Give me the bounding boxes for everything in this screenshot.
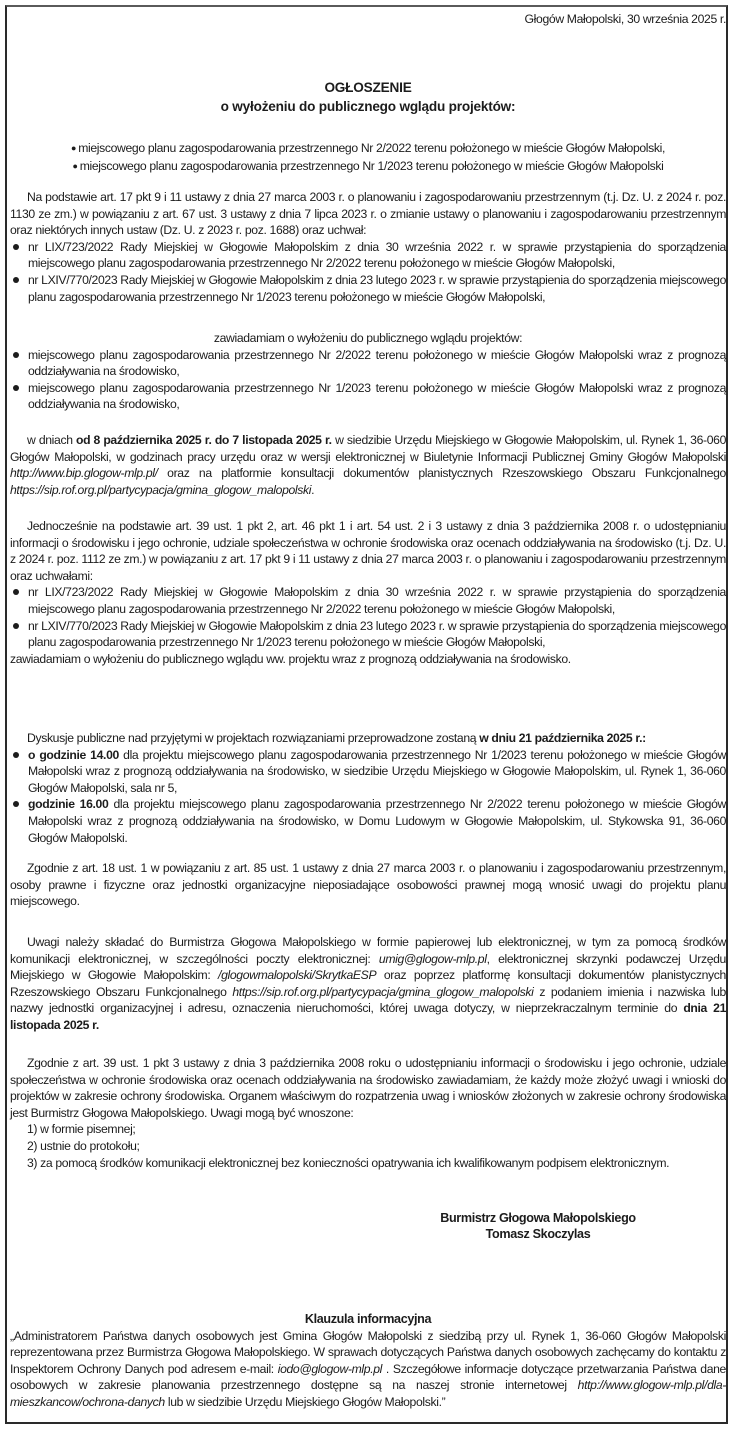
esp-box-link[interactable]: /glogowmalopolski/SkrytkaESP (218, 968, 377, 983)
exhibition-period (10, 432, 726, 498)
discussions-date: w dniu 21 października 2025 r.: (479, 731, 646, 745)
clause-text (10, 1328, 726, 1411)
title-line-2: o wyłożeniu do publicznego wglądu projektów: (220, 99, 516, 114)
notice-project-list (10, 347, 726, 413)
discussions-section (10, 730, 726, 846)
discussion-item (10, 796, 726, 846)
signature-block (408, 1210, 668, 1242)
clause-text-part: lub w siedzibie Urzędu Miejskiego Głogów Małopolski.” (164, 1394, 446, 1409)
discussions-list (10, 747, 726, 847)
period-prefix: w dniach (27, 433, 76, 447)
submission-text: z podaniem imienia i nazwiska lub nazwy jednostki organizacyjnej i adresu, oznaczenia nieruchomości, której uwaga dotyczy, w nieprzekraczalnym terminie do (10, 984, 726, 1016)
information-clause (10, 1311, 726, 1411)
discussion-item (10, 747, 726, 797)
discussions-intro-text: Dyskusje publiczne nad przyjętymi w projektach rozwiązaniami przeprowadzone zostaną (27, 731, 480, 745)
environment-section (10, 518, 726, 667)
sip-link[interactable]: https://sip.rof.org.pl/partycypacja/gmina_glogow_malopolski (10, 482, 312, 497)
submission-email-link[interactable]: umig@glogow-mlp.pl (378, 951, 487, 966)
discussions-intro (10, 730, 726, 747)
data-protection-link[interactable]: http://www.glogow-mlp.pl/dla-mieszkancow/ochrona-danych (10, 1378, 726, 1409)
intro-project-item: ● miejscowego planu zagospodarowania przestrzennego Nr 1/2023 terenu położonego w mieście Głogów Małopolski (10, 158, 726, 176)
discussion-details: dla projektu miejscowego planu zagospodarowania przestrzennego Nr 1/2023 terenu położonego w mieście Głogów Małopolski wraz z prognozą oddziaływania na środowisko, w siedzibie Urzędu Miejskiego w Głogowie Małopolskim, ul. Rynek 1, 36-060 Głogów Małopolski, sala nr 5, (28, 747, 726, 795)
legal-basis-section (10, 189, 726, 305)
environment-closing: zawiadamiam o wyłożeniu do publicznego wglądu ww. projektu wraz z prognozą oddziaływania na środowisko. (10, 651, 571, 666)
submission-text: Uwagi należy składać do Burmistrza Głogowa Małopolskiego w formie papierowej lub elektronicznej, w tym za pomocą środków komunikacji elektronicznej, w szczególności poczty elektronicznej: (10, 935, 726, 966)
signature-name: Tomasz Skoczylas (485, 1227, 591, 1241)
sip-link[interactable]: https://sip.rof.org.pl/partycypacja/gmina_glogow_malopolski (232, 984, 534, 999)
remarks-right-text: Zgodnie z art. 18 ust. 1 w powiązaniu z art. 85 ust. 1 ustawy z dnia 27 marca 2003 r. o planowaniu i zagospodarowaniu przestrzennym, osoby prawne i fizyczne oraz jednostki organizacyjne nieposiadające osobowości prawnej mogą wnosić uwagi do projektu planu miejscowego. (10, 861, 726, 909)
intro-project-item: ● miejscowego planu zagospodarowania przestrzennego Nr 2/2022 terenu położonego w mieście Głogów Małopolski, (10, 140, 726, 158)
resolution-item: nr LXIV/770/2023 Rady Miejskiej w Głogowie Małopolskim z dnia 23 lutego 2023 r. w sprawie przystąpienia do sporządzenia miejscowego planu zagospodarowania przestrzennego Nr 1/2023 terenu położonego w mieście Głogów Małopolski, (10, 272, 726, 305)
period-platform: oraz na platformie konsultacji dokumentów planistycznych Rzeszowskiego Obszaru Funkcjonalnego (157, 466, 726, 481)
announcement-title (10, 78, 726, 116)
notice-section (10, 330, 726, 413)
clause-title: Klauzula informacyjna (304, 1312, 432, 1326)
discussion-time: o godzinie 14.00 (28, 747, 119, 762)
period-location: w siedzibie Urzędu Miejskiego w Głogowie Małopolskim, ul. Rynek 1, 36-060 Głogów Małopolski, w godzinach pracy urzędu oraz w wersji elektronicznej w Biuletynie Informacji Publicznej Gminy Głogów Małopolski (10, 433, 727, 464)
environment-text: Jednocześnie na podstawie art. 39 ust. 1 pkt 2, art. 46 pkt 1 i art. 54 ust. 2 i 3 ustawy z dnia 3 października 2008 r. o udostępnianiu informacji o środowisku i jego ochronie, udziale społeczeństwa w ochronie środowiska oraz ocenach oddziaływania na środowisko (t.j. Dz. U. z 2024 r. poz. 1112 ze zm.) w powiązaniu z art. 17 pkt 9 i 11 ustawy z dnia 27 marca 2003 r. o planowaniu i zagospodarowaniu przestrzennym oraz uchwałami: (10, 519, 726, 583)
discussion-time: godzinie 16.00 (28, 797, 109, 812)
discussion-details: dla projektu miejscowego planu zagospodarowania przestrzennego Nr 2/2022 terenu położonego w mieście Głogów Małopolski wraz z prognozą oddziaływania na środowisko, w Domu Ludowym w Głogowie Małopolskim, ul. Stykowska 91, 36-060 Głogów Małopolski. (28, 797, 726, 845)
remark-form-item: 1) w formie pisemnej; (27, 1122, 136, 1137)
environment-resolutions (10, 584, 726, 650)
submission-text: oraz poprzez platformę konsultacji dokumentów planistycznych Rzeszowskiego Obszaru Funkcjonalnego (10, 968, 726, 999)
period-dates: od 8 października 2025 r. do 7 listopada 2025 r. (76, 433, 332, 447)
place-date: Głogów Małopolski, 30 września 2025 r. (524, 12, 726, 26)
submission-section (10, 934, 726, 1034)
legal-basis-resolutions (10, 239, 726, 305)
submission-deadline: dnia 21 listopada 2025 r. (10, 1001, 726, 1032)
signature-title: Burmistrz Głogowa Małopolskiego (440, 1211, 636, 1225)
notice-heading: zawiadamiam o wyłożeniu do publicznego wglądu projektów: (213, 331, 523, 345)
notice-project-item: miejscowego planu zagospodarowania przestrzennego Nr 1/2023 terenu położonego w mieście Głogów Małopolski wraz z prognozą oddziaływania na środowisko, (10, 380, 726, 413)
resolution-item: nr LIX/723/2022 Rady Miejskiej w Głogowie Małopolskim z dnia 30 września 2022 r. w sprawie przystąpienia do sporządzenia miejscowego planu zagospodarowania przestrzennego Nr 2/2022 terenu położonego w mieście Głogów Małopolski, (10, 239, 726, 272)
title-line-1: OGŁOSZENIE (324, 80, 412, 95)
period-suffix: . (311, 482, 315, 497)
remark-form-item: 2) ustnie do protokołu; (27, 1138, 140, 1153)
legal-basis-text: Na podstawie art. 17 pkt 9 i 11 ustawy z dnia 27 marca 2003 r. o planowaniu i zagospodarowaniu przestrzennym (t.j. Dz. U. z 2024 r. poz. 1130 ze zm.) w powiązaniu z art. 67 ust. 3 ustawy z dnia 7 lipca 2023 r. o zmianie ustawy o planowaniu i zagospodarowaniu przestrzennym oraz niektórych innych ustaw (Dz. U. z 2023 r. poz. 1688) oraz uchwał: (10, 190, 726, 238)
env-remarks-section (10, 1055, 726, 1171)
resolution-item: nr LXIV/770/2023 Rady Miejskiej w Głogowie Małopolskim z dnia 23 lutego 2023 r. w sprawie przystąpienia do sporządzenia miejscowego planu zagospodarowania przestrzennego Nr 1/2023 terenu położonego w mieście Głogów Małopolski, (10, 618, 726, 651)
notice-project-item: miejscowego planu zagospodarowania przestrzennego Nr 2/2022 terenu położonego w mieście Głogów Małopolski wraz z prognozą oddziaływania na środowisko, (10, 347, 726, 380)
remark-forms-list (10, 1121, 726, 1171)
submission-text: , elektronicznej skrzynki podawczej Urzędu Miejskiego w Głogowie Małopolskim: (10, 951, 726, 983)
iodo-email-link[interactable]: iodo@glogow-mlp.pl (277, 1361, 383, 1376)
clause-text-part: . Szczegółowe informacje dotyczące przetwarzania Państwa dane osobowych w zakresie planowania przestrzennego dostępne są na naszej stronie internetowej (10, 1361, 726, 1393)
resolution-item: nr LIX/723/2022 Rady Miejskiej w Głogowie Małopolskim z dnia 30 września 2022 r. w sprawie przystąpienia do sporządzenia miejscowego planu zagospodarowania przestrzennego Nr 2/2022 terenu położonego w mieście Głogów Małopolski, (10, 584, 726, 617)
bip-link[interactable]: http://www.bip.glogow-mlp.pl/ (10, 466, 158, 481)
env-remarks-text: Zgodnie z art. 39 ust. 1 pkt 3 ustawy z dnia 3 października 2008 roku o udostępnianiu informacji o środowisku i jego ochronie, udziale społeczeństwa w ochronie środowiska oraz ocenach oddziaływania na środowisko zawiadamiam, że każdy może złożyć uwagi i wnioski do projektów w zakresie ochrony środowiska. Organem właściwym do rozpatrzenia uwag i wniosków złożonych w zakresie ochrony środowiska jest Burmistrz Głogowa Małopolskiego. Uwagi mogą być wnoszone: (10, 1056, 726, 1120)
intro-project-list (10, 140, 726, 175)
remark-form-item: 3) za pomocą środków komunikacji elektronicznej bez konieczności opatrywania ich kwalifikowanym podpisem elektronicznym. (27, 1155, 670, 1170)
clause-text-part: „Administratorem Państwa danych osobowych jest Gmina Głogów Małopolski z siedzibą przy ul. Rynek 1, 36-060 Głogów Małopolski reprezentowana przez Burmistrza Głogowa Małopolskiego. W sprawach dotyczących Państwa danych osobowych zachęcamy do kontaktu z Inspektorem Ochrony Danych pod adresem e-mail: (10, 1328, 726, 1376)
